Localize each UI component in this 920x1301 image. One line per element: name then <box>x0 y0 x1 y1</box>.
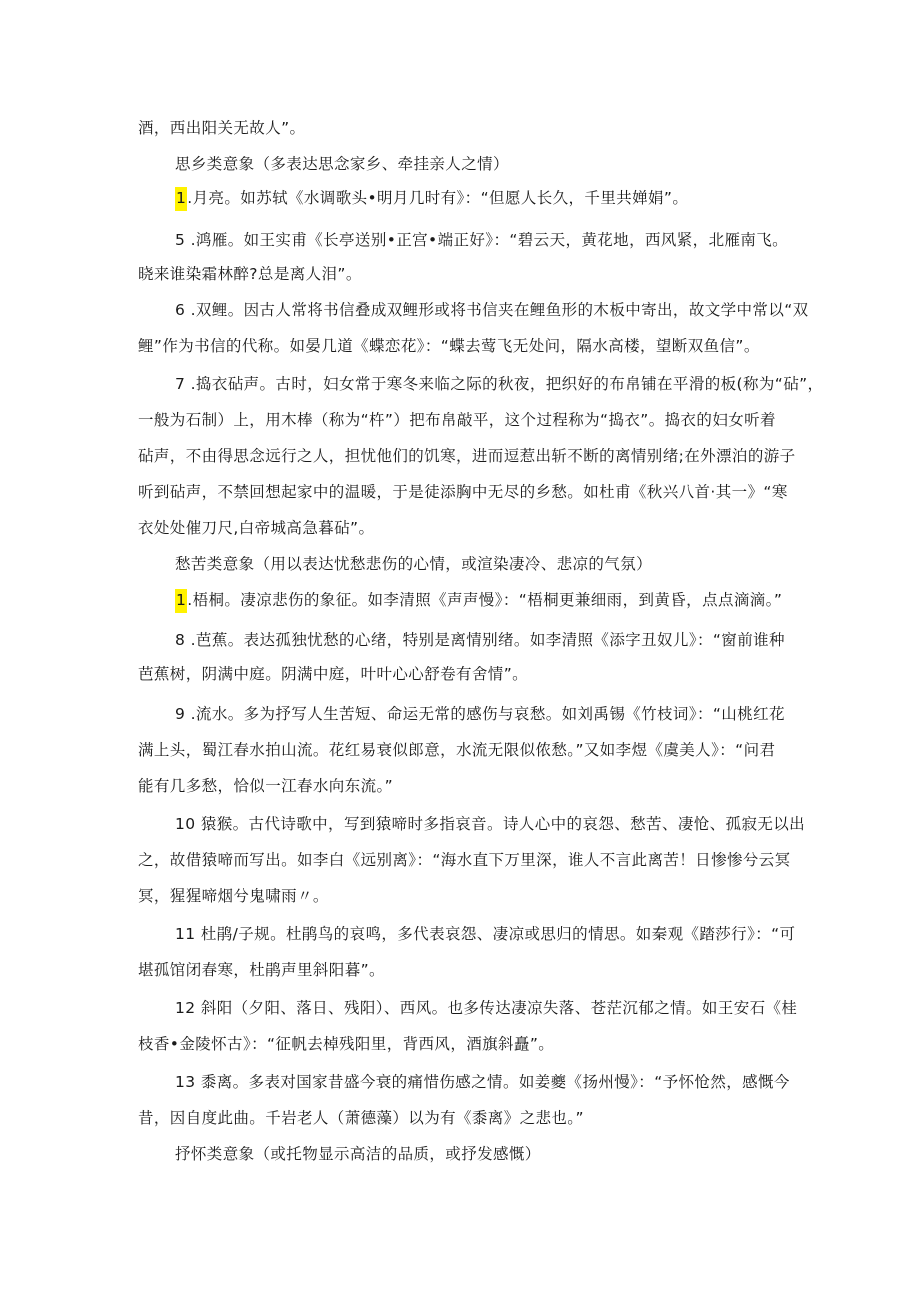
text-line: .梧桐。凄凉悲伤的象征。如李清照《声声慢》：“梧桐更兼细雨，到黄昏，点点滴滴。” <box>187 591 783 609</box>
text-line: 堪孤馆闭春寒，杜鹃声里斜阳暮”。 <box>138 961 385 979</box>
text-line: 枝香•金陵怀古》：“征帆去棹残阳里，背西风，酒旗斜矗”。 <box>138 1035 555 1053</box>
text-line: 8 .芭蕉。表达孤独忧愁的心绪，特别是离情别绪。如李清照《添字丑奴儿》：“窗前谁种 <box>175 631 785 649</box>
text-line: 鲤”作为书信的代称。如晏几道《蝶恋花》：“蝶去莺飞无处问，隔水高楼，望断双鱼信”。 <box>138 337 760 355</box>
text-line: 酒，西出阳关无故人”。 <box>138 119 306 137</box>
text-line: 砧声，不由得思念远行之人，担忧他们的饥寒，进而逗惹出斩不断的离情别绪;在外漂泊的游子 <box>138 447 796 465</box>
text-line: 一般为石制）上，用木棒（称为“杵”）把布帛敲平，这个过程称为“捣衣”。捣衣的妇女听着 <box>138 411 776 429</box>
highlight-marker: 1 <box>175 589 187 613</box>
section-heading: 抒怀类意象（或托物显示高洁的品质，或抒发感慨） <box>175 1145 541 1163</box>
list-item <box>175 590 782 610</box>
text-line: 芭蕉树，阴满中庭。阴满中庭，叶叶心心舒卷有舍情”。 <box>138 665 529 683</box>
text-line: 5 .鸿雁。如王实甫《长亭送别•正宫•端正好》：“碧云天，黄花地，西风紧，北雁南飞。 <box>175 231 789 249</box>
text-line: 12 斜阳（夕阳、落日、残阳）、西风。也多传达凄凉失落、苍茫沉郁之情。如王安石《桂 <box>175 999 798 1017</box>
text-line: 6 .双鲤。因古人常将书信叠成双鲤形或将书信夹在鲤鱼形的木板中寄出，故文学中常以“双 <box>175 301 809 319</box>
text-line: 能有几多愁，恰似一江春水向东流。” <box>138 777 394 795</box>
text-line: 9 .流水。多为抒写人生苦短、命运无常的感伤与哀愁。如刘禹锡《竹枝词》：“山桃红花 <box>175 705 785 723</box>
text-line: 11 杜鹃/子规。杜鹃鸟的哀鸣，多代表哀怨、凄凉或思归的情思。如秦观《踏莎行》：“可 <box>175 925 796 943</box>
text-line: 听到砧声，不禁回想起家中的温暖，于是徒添胸中无尽的乡愁。如杜甫《秋兴八首·其一》“寒 <box>138 483 788 501</box>
text-line: 衣处处催刀尺,白帝城高急暮砧”。 <box>138 519 375 537</box>
text-line: 7 .捣衣砧声。古时，妇女常于寒冬来临之际的秋夜，把织好的布帛铺在平滑的板(称为“砧”， <box>175 375 824 393</box>
text-line: 满上头，蜀江春水拍山流。花红易衰似郎意，水流无限似侬愁。”又如李煜《虞美人》：“问君 <box>138 741 776 759</box>
text-line: 13 黍离。多表对国家昔盛今衰的痛惜伤感之情。如姜夔《扬州慢》：“予怀怆然，感慨今 <box>175 1073 790 1091</box>
text-line: 之，故借猿啼而写出。如李白《远别离》：“海水直下万里深，谁人不言此离苦！日惨惨兮云冥 <box>138 851 791 869</box>
text-line: .月亮。如苏轼《水调歌头•明月几时有》：“但愿人长久，千里共婵娟”。 <box>187 189 689 207</box>
text-line: 10 猿猴。古代诗歌中，写到猿啼时多指哀音。诗人心中的哀怨、愁苦、凄怆、孤寂无以出 <box>175 815 806 833</box>
text-line: 昔，因自度此曲。千岩老人（萧德藻）以为有《黍离》之悲也。” <box>138 1109 584 1127</box>
highlight-marker: 1 <box>175 187 187 211</box>
list-item <box>175 188 688 208</box>
section-heading: 思乡类意象（多表达思念家乡、牵挂亲人之情） <box>175 155 509 173</box>
text-line: 晓来谁染霜林醉?总是离人泪”。 <box>138 265 362 283</box>
text-line: 冥，猩猩啼烟兮鬼啸雨〃。 <box>138 887 329 905</box>
section-heading: 愁苦类意象（用以表达忧愁悲伤的心情，或渲染凄冷、悲凉的气氛） <box>175 555 653 573</box>
